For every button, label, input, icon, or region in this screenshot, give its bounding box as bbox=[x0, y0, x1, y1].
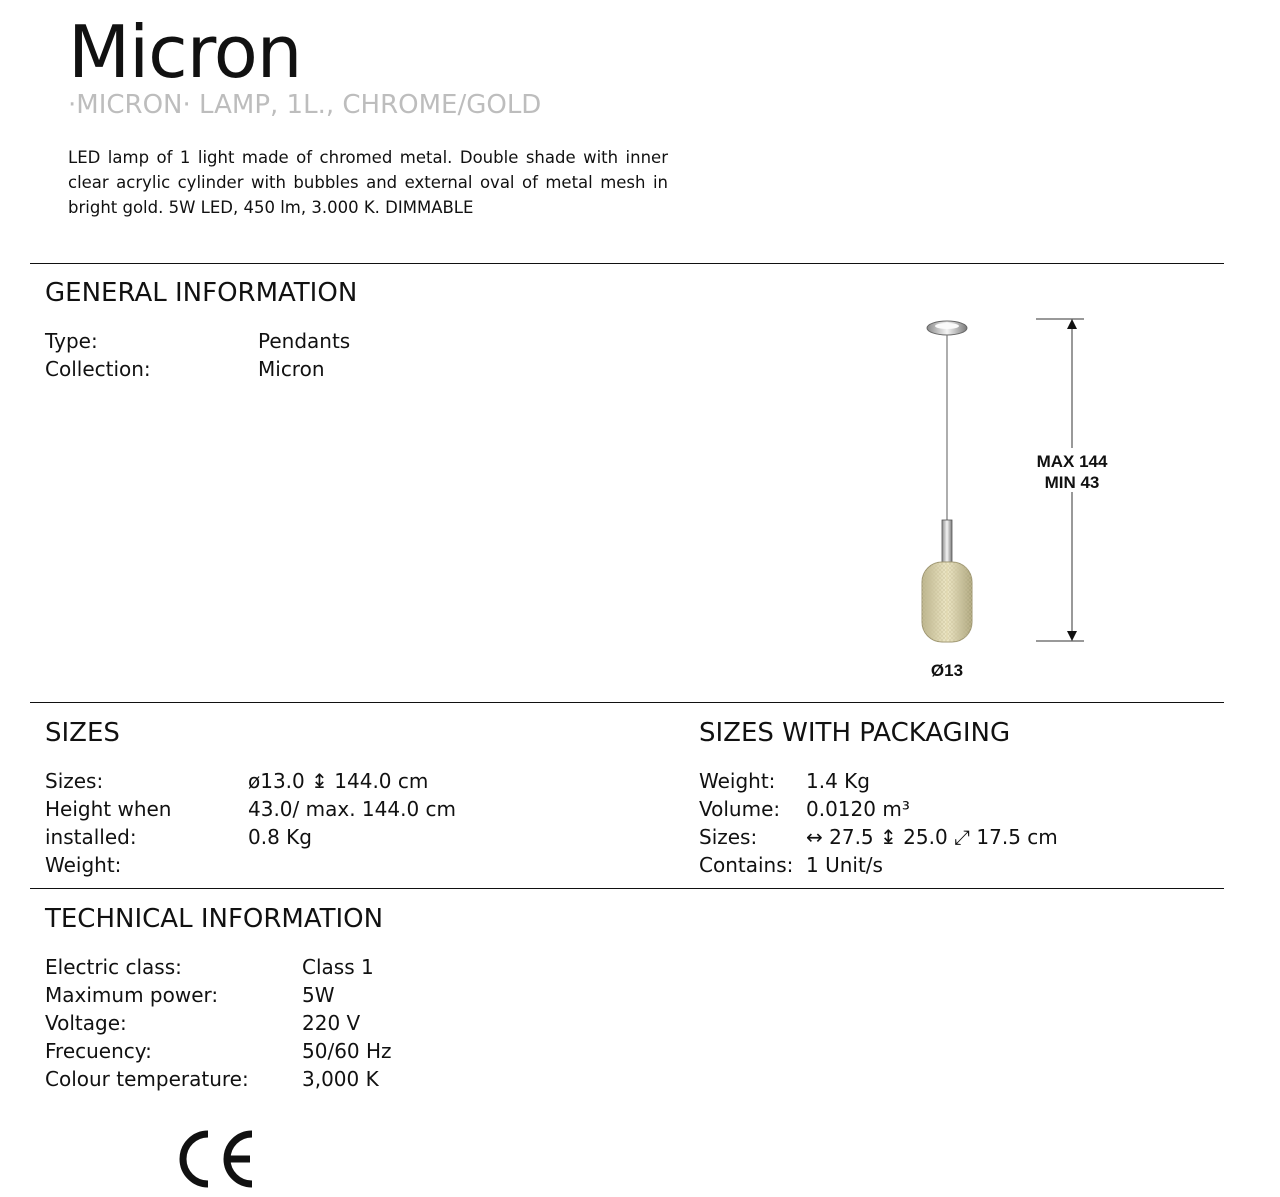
technical-value: 220 V bbox=[302, 1011, 361, 1035]
sizes-label: Height when bbox=[45, 797, 172, 821]
technical-value: Class 1 bbox=[302, 955, 374, 979]
packaging-label: Contains: bbox=[699, 853, 794, 877]
sizes-value: 0.8 Kg bbox=[248, 825, 312, 849]
depth-arrow-icon: ⤢ bbox=[954, 825, 971, 849]
sizes-value: 43.0/ max. 144.0 cm bbox=[248, 797, 457, 821]
diameter-label: Ø13 bbox=[930, 661, 964, 680]
technical-label: Colour temperature: bbox=[45, 1067, 249, 1091]
packaging-value: 1.4 Kg bbox=[806, 769, 870, 793]
packaging-value bbox=[806, 823, 1058, 851]
divider bbox=[30, 888, 1224, 889]
vertical-height-icon: ↨ bbox=[880, 825, 897, 849]
general-label: Type: bbox=[45, 329, 98, 353]
height-value: 144.0 cm bbox=[334, 769, 429, 793]
general-heading: GENERAL INFORMATION bbox=[45, 278, 358, 308]
package-depth: 17.5 cm bbox=[976, 825, 1058, 849]
sizes-value bbox=[248, 767, 428, 795]
width-arrow-icon: ↔ bbox=[806, 825, 823, 849]
sizes-label: installed: bbox=[45, 825, 137, 849]
general-value: Micron bbox=[258, 357, 325, 381]
diameter-value: ø13.0 bbox=[248, 769, 305, 793]
sizes-heading: SIZES bbox=[45, 718, 120, 748]
divider bbox=[30, 263, 1224, 264]
packaging-label: Volume: bbox=[699, 797, 781, 821]
product-title: Micron bbox=[68, 10, 302, 94]
pendant-diagram bbox=[900, 310, 1130, 685]
product-description: LED lamp of 1 light made of chromed metal. Double shade with inner clear acrylic cylinder with bubbles and external oval of metal mesh in bright gold. 5W LED, 450 lm, 3.000 K. DIMMABLE bbox=[68, 148, 668, 217]
height-label: MAX 144 bbox=[1036, 452, 1108, 471]
technical-value: 5W bbox=[302, 983, 335, 1007]
packaging-value: 0.0120 m³ bbox=[806, 797, 910, 821]
ce-mark-icon bbox=[172, 1128, 256, 1190]
packaging-label: Sizes: bbox=[699, 825, 758, 849]
package-width: 27.5 bbox=[829, 825, 874, 849]
technical-heading: TECHNICAL INFORMATION bbox=[45, 904, 384, 934]
packaging-label: Weight: bbox=[699, 769, 776, 793]
general-value: Pendants bbox=[258, 329, 351, 353]
packaging-heading: SIZES WITH PACKAGING bbox=[699, 718, 1011, 748]
technical-label: Maximum power: bbox=[45, 983, 219, 1007]
divider bbox=[30, 702, 1224, 703]
vertical-height-icon: ↨ bbox=[311, 769, 328, 793]
sizes-label: Sizes: bbox=[45, 769, 104, 793]
package-height: 25.0 bbox=[903, 825, 948, 849]
technical-label: Frecuency: bbox=[45, 1039, 152, 1063]
technical-label: Electric class: bbox=[45, 955, 182, 979]
technical-value: 3,000 K bbox=[302, 1067, 379, 1091]
product-subtitle: ·MICRON· LAMP, 1L., CHROME/GOLD bbox=[68, 90, 542, 120]
technical-value: 50/60 Hz bbox=[302, 1039, 392, 1063]
lamp-holder bbox=[942, 520, 952, 565]
sizes-label: Weight: bbox=[45, 853, 122, 877]
general-label: Collection: bbox=[45, 357, 151, 381]
technical-label: Voltage: bbox=[45, 1011, 127, 1035]
packaging-value: 1 Unit/s bbox=[806, 853, 883, 877]
height-label: MIN 43 bbox=[1044, 473, 1100, 492]
